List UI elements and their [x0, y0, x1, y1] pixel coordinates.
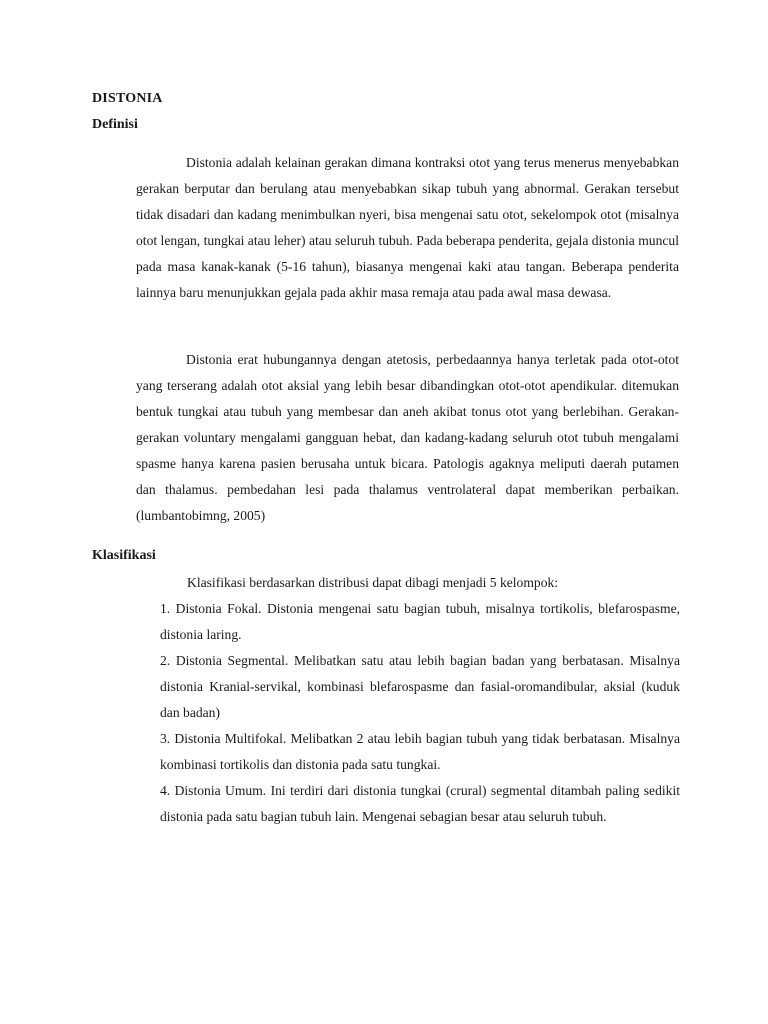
list-item: 4. Distonia Umum. Ini terdiri dari distonia tungkai (crural) segmental ditambah paling sedikit distonia pada satu bagian tubuh lain. Mengenai sebagian besar atau seluruh tubuh.	[160, 783, 680, 824]
section-heading-definisi: Definisi	[92, 117, 138, 132]
list-item: 1. Distonia Fokal. Distonia mengenai satu bagian tubuh, misalnya tortikolis, blefarospasme, distonia laring.	[160, 601, 680, 642]
definisi-paragraph-2: Distonia erat hubungannya dengan atetosis, perbedaannya hanya terletak pada otot-otot yang terserang adalah otot aksial yang lebih besar dibandingkan otot-otot apendikular. ditemukan bentuk tungkai atau tubuh yang membesar dan aneh akibat tonus otot yang berlebihan. Gerakan-gerakan voluntary mengalami gangguan hebat, dan kadang-kadang seluruh otot tubuh mengalami spasme hanya karena pasien berusaha untuk bicara. Patologis agaknya meliputi daerah putamen dan thalamus. pembedahan lesi pada thalamus ventrolateral dapat memberikan perbaikan.(lumbantobimng, 2005)	[136, 352, 679, 523]
definisi-paragraph-1: Distonia adalah kelainan gerakan dimana kontraksi otot yang terus menerus menyebabkan gerakan berputar dan berulang atau menyebabkan sikap tubuh yang abnormal. Gerakan tersebut tidak disadari dan kadang menimbulkan nyeri, bisa mengenai satu otot, sekelompok otot (misalnya otot lengan, tungkai atau leher) atau seluruh tubuh. Pada beberapa penderita, gejala distonia muncul pada masa kanak-kanak (5-16 tahun), biasanya mengenai kaki atau tangan. Beberapa penderita lainnya baru menunjukkan gejala pada akhir masa remaja atau pada awal masa dewasa.	[136, 155, 679, 300]
list-item: 2. Distonia Segmental. Melibatkan satu atau lebih bagian badan yang berbatasan. Misalnya distonia Kranial-servikal, kombinasi blefarospasme dan fasial-oromandibular, aksial (kuduk dan badan)	[160, 653, 680, 720]
document-title: DISTONIA	[92, 91, 163, 106]
section-heading-klasifikasi: Klasifikasi	[92, 548, 156, 563]
klasifikasi-list	[160, 596, 680, 830]
klasifikasi-intro: Klasifikasi berdasarkan distribusi dapat dibagi menjadi 5 kelompok:	[187, 575, 559, 590]
list-item: 3. Distonia Multifokal. Melibatkan 2 atau lebih bagian tubuh yang tidak berbatasan. Misalnya kombinasi tortikolis dan distonia pada satu tungkai.	[160, 731, 680, 772]
